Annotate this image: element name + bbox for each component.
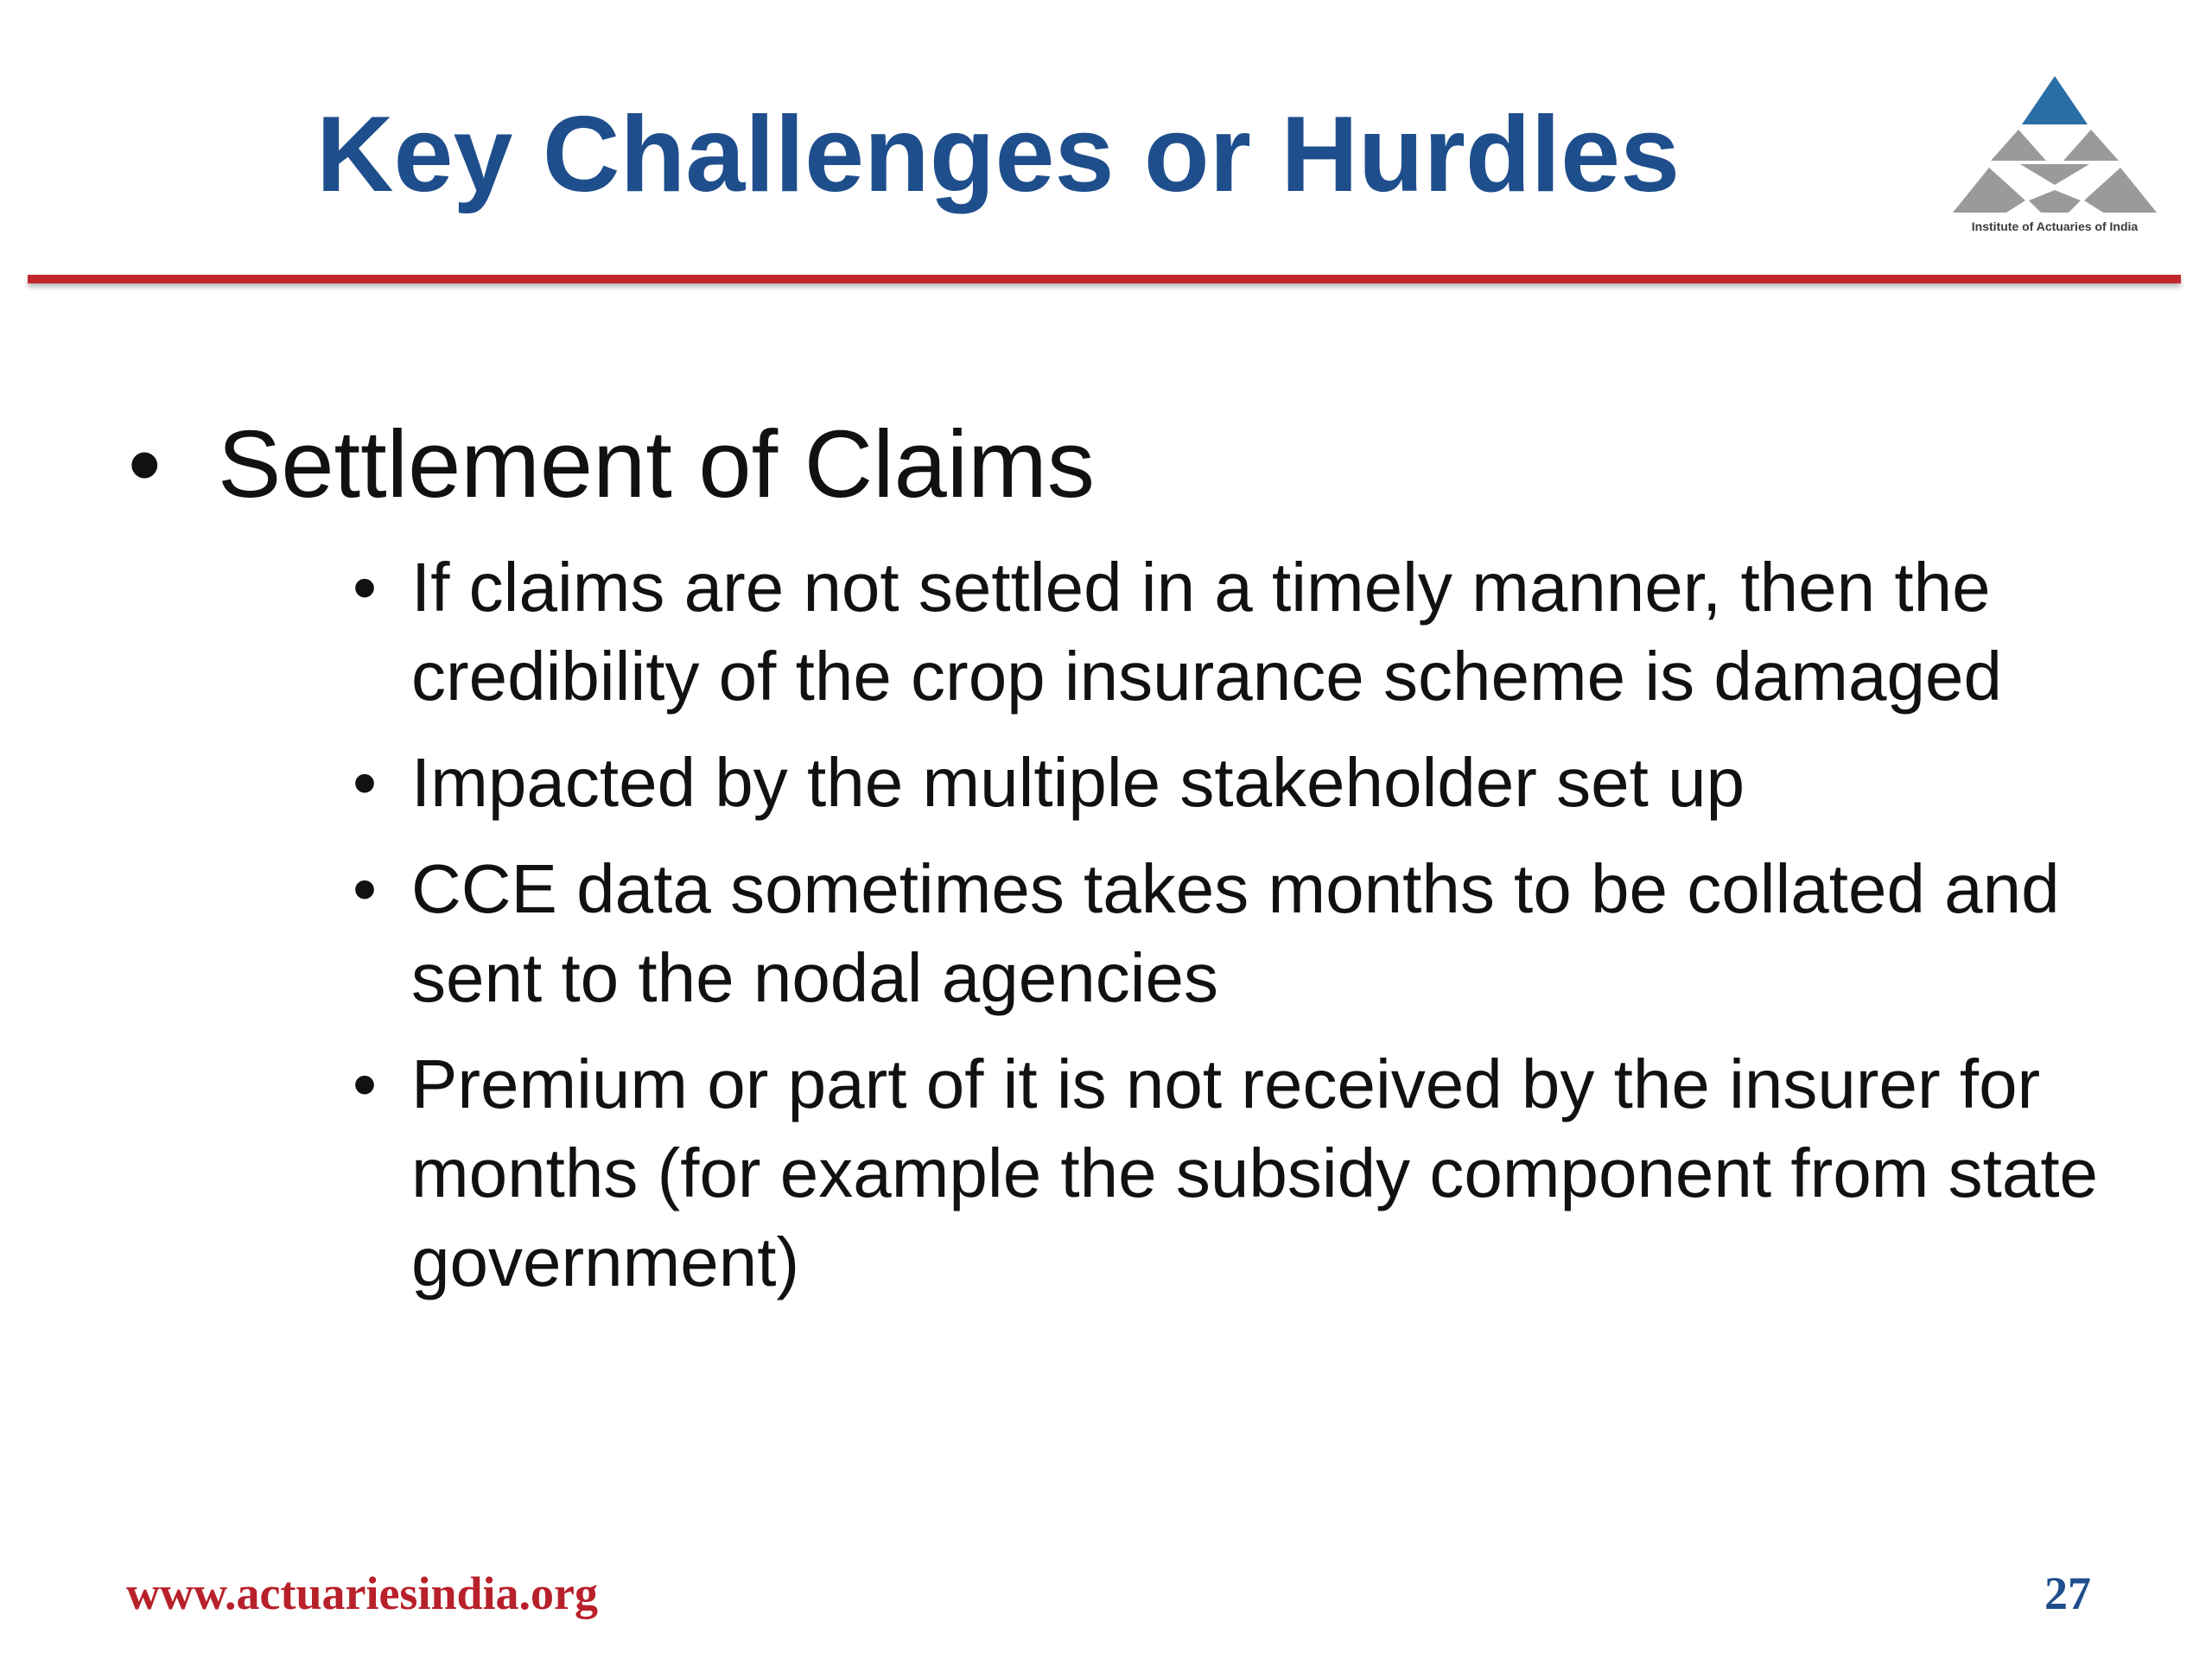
- sub-bullet-text: CCE data sometimes takes months to be collated and sent to the nodal agencies: [411, 850, 2060, 1016]
- sub-bullet-text: Impacted by the multiple stakeholder set up: [411, 744, 1745, 821]
- footer-website-link[interactable]: www.actuariesindia.org: [126, 1567, 598, 1619]
- main-bullet-text: Settlement of Claims: [218, 411, 1095, 518]
- bullet-icon: •: [353, 549, 378, 626]
- page-number: 27: [2044, 1567, 2091, 1619]
- sub-bullet-item: [353, 1039, 2150, 1306]
- bullet-icon: •: [353, 850, 378, 927]
- bullet-icon: •: [353, 744, 378, 821]
- sub-bullet-item: [353, 844, 2150, 1022]
- logo-graphic: [1946, 71, 2164, 218]
- sub-bullet-text: If claims are not settled in a timely manner, then the credibility of the crop insurance scheme is damaged: [411, 549, 2002, 715]
- bullet-icon: •: [353, 1046, 378, 1122]
- institute-logo-icon: [1946, 71, 2164, 244]
- title-divider: [28, 275, 2181, 283]
- bullet-icon: •: [128, 411, 162, 518]
- sub-bullet-item: [353, 543, 2150, 721]
- logo-caption: Institute of Actuaries of India: [1971, 219, 2139, 233]
- sub-bullet-list: [353, 543, 2150, 1324]
- sub-bullet-item: [353, 738, 2150, 827]
- sub-bullet-text: Premium or part of it is not received by the insurer for months (for example the subsidy component from state government): [411, 1046, 2099, 1300]
- slide-title: Key Challenges or Hurdles: [316, 95, 1681, 214]
